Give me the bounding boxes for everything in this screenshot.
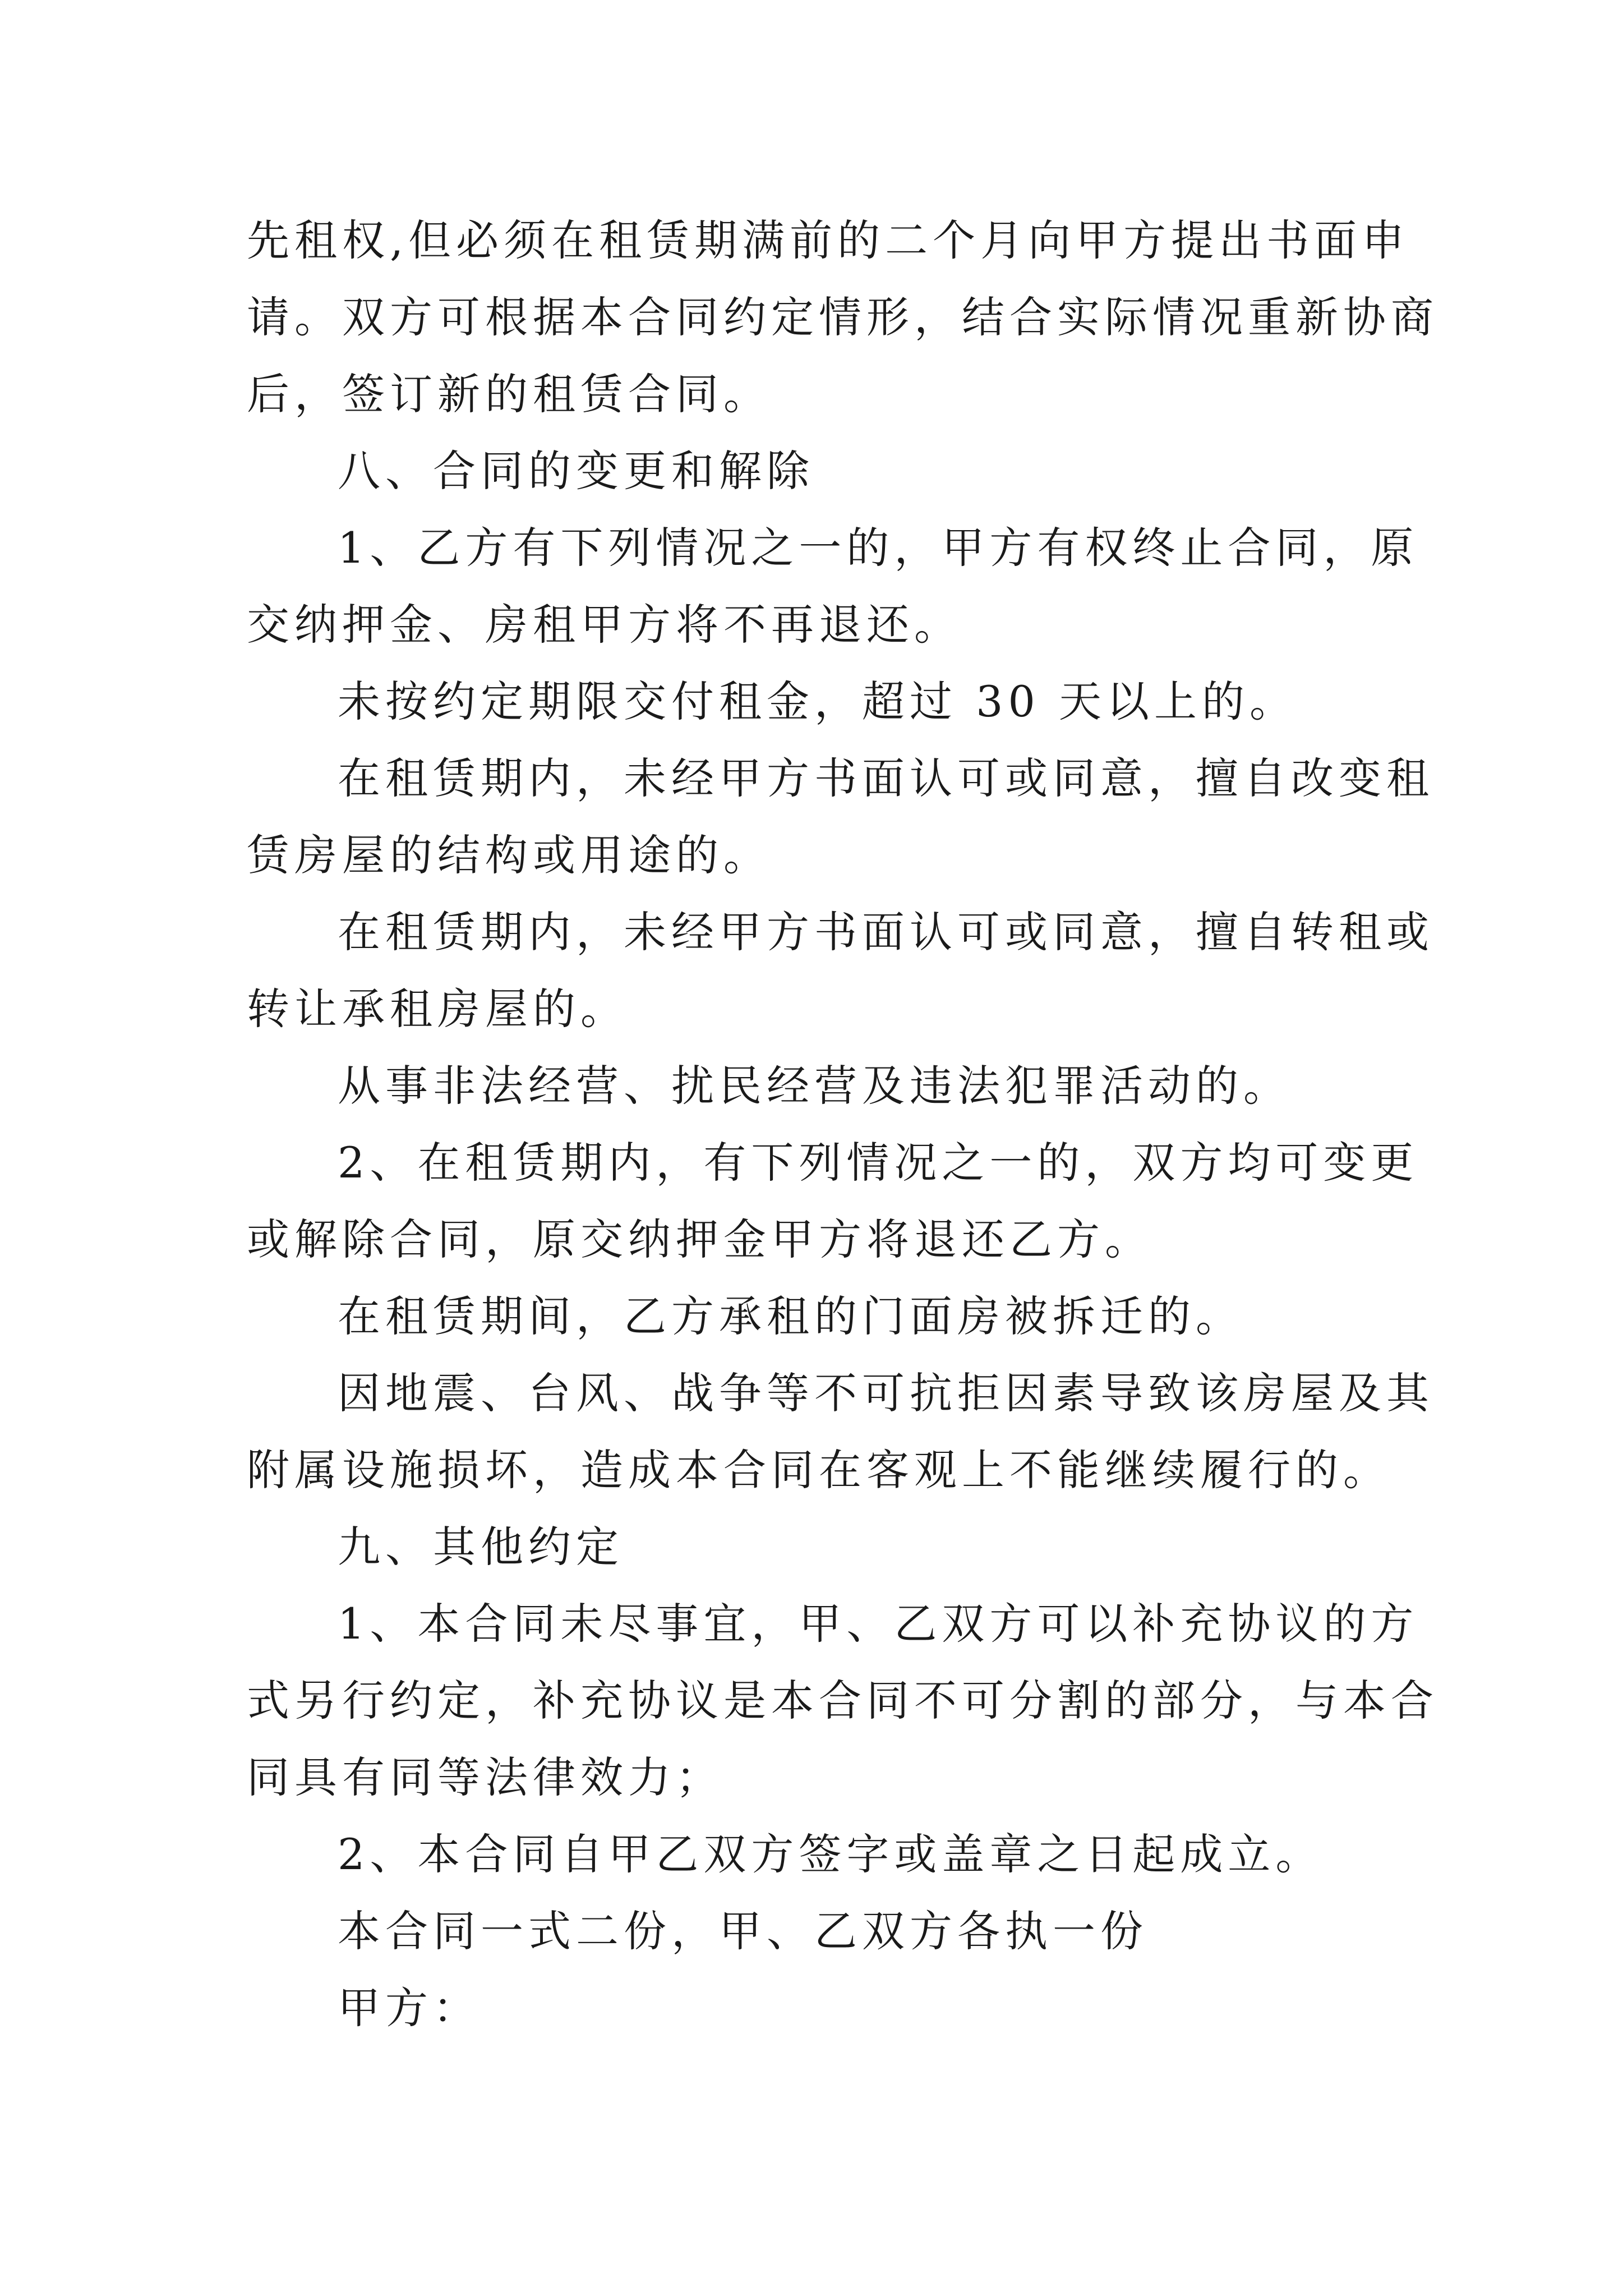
paragraph-8-2-item-force-majeure: 因地震、台风、战争等不可抗拒因素导致该房屋及其附属设施损坏，造成本合同在客观上不能继续履行的。 bbox=[247, 1368, 1434, 1495]
paragraph-9-1: 1、本合同未尽事宜，甲、乙双方可以补充协议的方式另行约定，补充协议是本合同不可分割的部分，与本合同具有同等法律效力； bbox=[247, 1599, 1438, 1802]
paragraph-8-1-item-overdue-rent: 未按约定期限交付租金，超过 30 天以上的。 bbox=[338, 677, 1298, 726]
paragraph-renewal-continuation: 先租权,但必须在租赁期满前的二个月向甲方提出书面申请。双方可根据本合同约定情形，结合实际情况重新协商后，签订新的租赁合同。 bbox=[247, 215, 1438, 419]
paragraph-8-2: 2、在租赁期内，有下列情况之一的，双方均可变更或解除合同，原交纳押金甲方将退还乙方。 bbox=[247, 1138, 1419, 1264]
paragraph-8-1-item-sublet: 在租赁期内，未经甲方书面认可或同意，擅自转租或转让承租房屋的。 bbox=[247, 907, 1434, 1034]
paragraph-8-1-item-illegal-activity: 从事非法经营、扰民经营及违法犯罪活动的。 bbox=[338, 1061, 1291, 1111]
paragraph-8-1: 1、乙方有下列情况之一的，甲方有权终止合同，原交纳押金、房租甲方将不再退还。 bbox=[247, 523, 1419, 650]
paragraph-copies: 本合同一式二份，甲、乙双方各执一份 bbox=[338, 1906, 1148, 1956]
document-body bbox=[247, 202, 1458, 2046]
paragraph-9-2: 2、本合同自甲乙双方签字或盖章之日起成立。 bbox=[338, 1829, 1324, 1879]
paragraph-8-1-item-structure-change: 在租赁期内，未经甲方书面认可或同意，擅自改变租赁房屋的结构或用途的。 bbox=[247, 753, 1434, 880]
heading-section-9: 九、其他约定 bbox=[338, 1522, 624, 1572]
signature-party-a-label: 甲方： bbox=[338, 1983, 481, 2033]
paragraph-8-2-item-demolition: 在租赁期间，乙方承租的门面房被拆迁的。 bbox=[338, 1291, 1243, 1341]
heading-section-8: 八、合同的变更和解除 bbox=[338, 446, 814, 496]
